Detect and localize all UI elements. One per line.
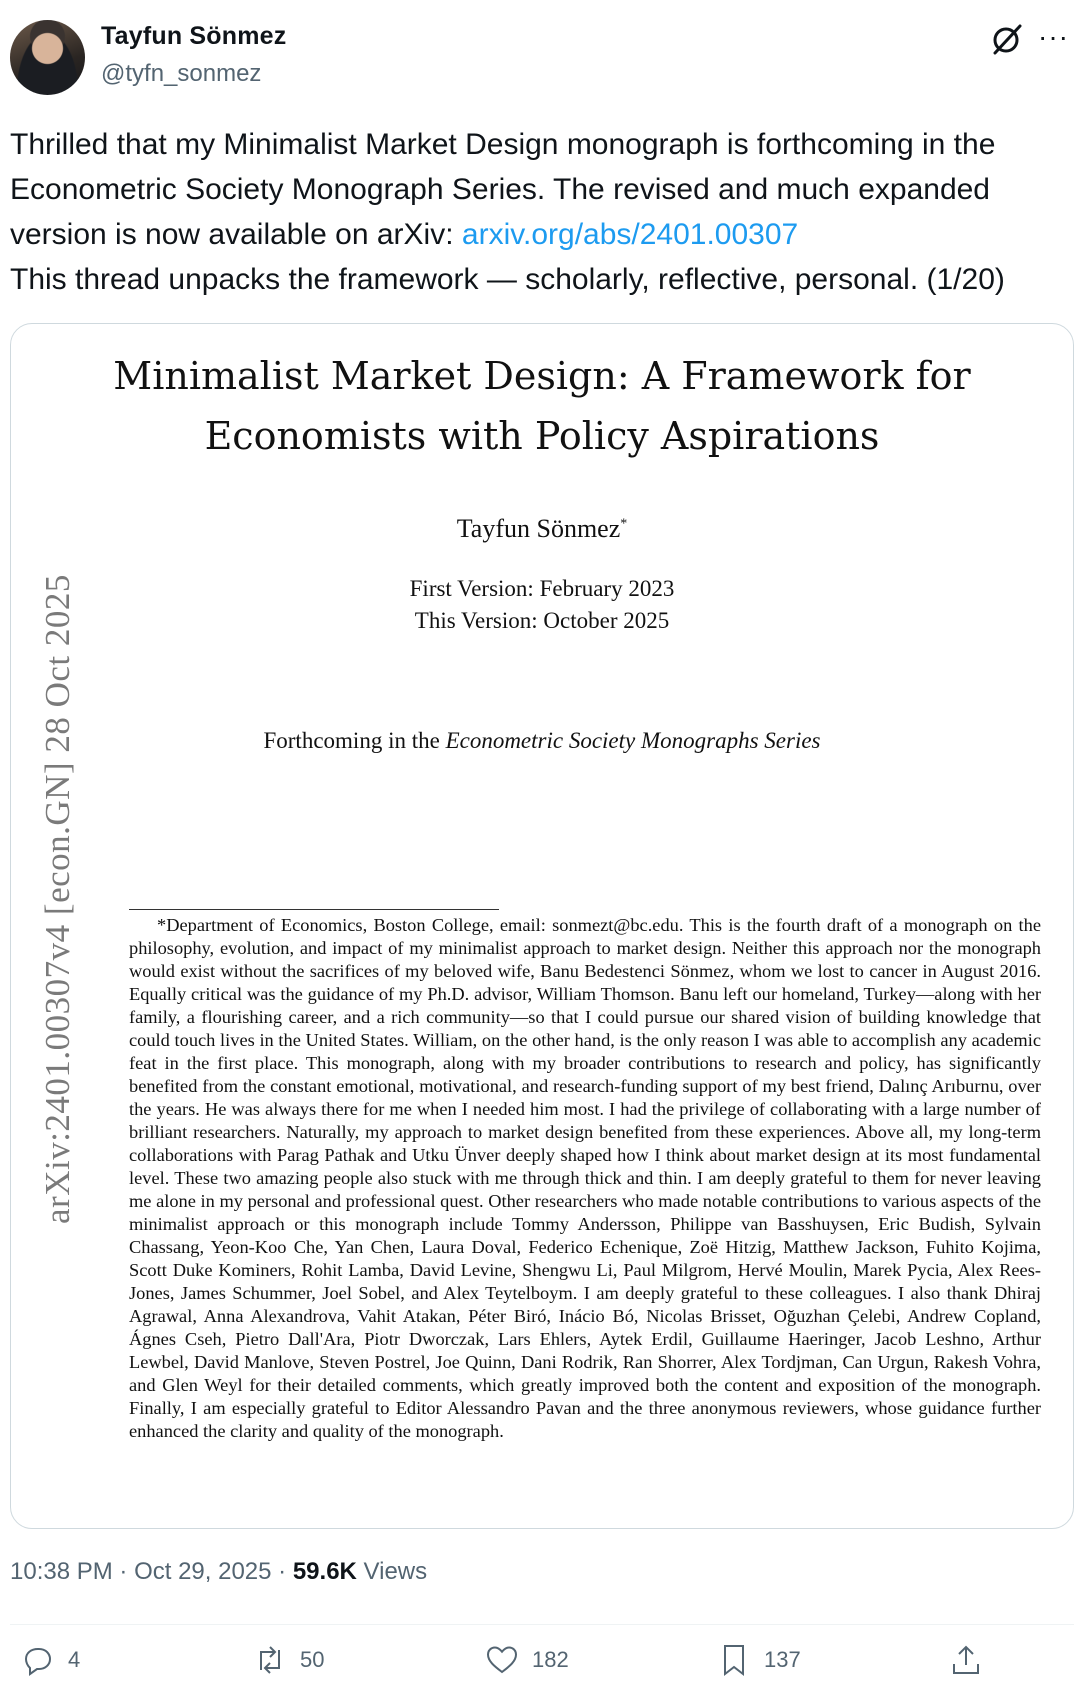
bookmark-button[interactable]	[716, 1638, 801, 1682]
action-bar	[0, 1638, 1084, 1698]
more-icon[interactable]: ···	[1038, 21, 1069, 52]
share-icon	[948, 1642, 984, 1678]
paper-title-line1: Minimalist Market Design: A Framework for	[113, 354, 971, 398]
footnote-rule	[129, 909, 499, 910]
repost-count: 50	[300, 1647, 325, 1672]
timestamp-separator: ·	[112, 1558, 135, 1585]
tweet-date[interactable]: Oct 29, 2025	[134, 1558, 272, 1585]
tweet-text	[10, 122, 1074, 302]
heart-icon	[484, 1642, 520, 1678]
paper-author-mark: *	[620, 516, 628, 532]
divider	[10, 1624, 1074, 1625]
share-button[interactable]	[948, 1638, 984, 1682]
forthcoming-series: Econometric Society Monographs Series	[445, 728, 821, 753]
like-count: 182	[532, 1647, 569, 1672]
forthcoming-prefix: Forthcoming in the	[263, 728, 446, 753]
repost-button[interactable]	[252, 1638, 324, 1682]
tweet-media-image[interactable]	[10, 323, 1074, 1529]
paper-footnote	[129, 914, 1041, 1443]
bookmark-count: 137	[764, 1647, 801, 1672]
first-version: First Version: February 2023	[409, 576, 675, 601]
repost-icon	[252, 1642, 288, 1678]
arxiv-side-id: arXiv:2401.00307v4 [econ.GN] 28 Oct 2025	[38, 574, 77, 1224]
grok-icon[interactable]	[990, 22, 1024, 56]
author-name[interactable]: Tayfun Sönmez	[101, 22, 287, 50]
tweet-text-part2: This thread unpacks the framework — scholarly, reflective, personal. (1/20)	[10, 263, 1005, 296]
reply-button[interactable]	[20, 1638, 80, 1682]
tweet-timestamp	[10, 1558, 427, 1586]
this-version: This Version: October 2025	[414, 608, 670, 633]
forthcoming-line	[11, 728, 1073, 754]
paper-title	[11, 346, 1073, 466]
arxiv-link[interactable]: arxiv.org/abs/2401.00307	[461, 218, 799, 251]
author-handle[interactable]: @tyfn_sonmez	[101, 60, 262, 87]
paper-page	[11, 324, 1073, 1528]
tweet-time[interactable]: 10:38 PM	[10, 1558, 113, 1585]
avatar[interactable]	[10, 20, 85, 95]
reply-icon	[20, 1642, 56, 1678]
paper-author	[11, 514, 1073, 544]
reply-count: 4	[68, 1647, 81, 1672]
like-button[interactable]	[484, 1638, 569, 1682]
views-label: Views	[356, 1558, 428, 1585]
views-count: 59.6K	[292, 1558, 357, 1585]
paper-title-line2: Economists with Policy Aspirations	[204, 414, 880, 458]
tweet-text-part1: Thrilled that my Minimalist Market Design monograph is forthcoming in the Econometric Society Monograph Series. The revised and much expanded version is now available on arXiv:	[10, 128, 996, 251]
tweet-header	[0, 0, 1084, 110]
paper-author-name: Tayfun Sönmez	[456, 514, 621, 543]
timestamp-separator: ·	[271, 1558, 293, 1585]
bookmark-icon	[716, 1642, 752, 1678]
footnote-text: *Department of Economics, Boston College, email: sonmezt@bc.edu. This is the fourth draft of a monograph on the philosophy, evolution, and impact of my minimalist approach to market design. Neither this approach nor the monograph would exist without the sacrifices of my beloved wife, Banu Bedestenci Sönmez, whom we lost to cancer in August 2016. Equally critical was the guidance of my Ph.D. advisor, William Thomson. Banu left our homeland, Turkey—along with her family, a flourishing career, and a rich community—so that I could pursue our shared vision of building knowledge that could touch lives in the United States. William, on the other hand, is the only reason I was able to accomplish any academic feat in the first place. This monograph, along with my broader contributions to research and policy, has significantly benefited from the constant emotional, motivational, and research-funding support of my best friend, Dalınç Arıburnu, over the years. He was always there for me when I needed him most. I had the privilege of collaborating with a large number of brilliant researchers. Naturally, my approach to market design benefited from these experiences. Above all, my long-term collaborations with Parag Pathak and Utku Ünver deeply shaped how I think about market design at its most fundamental level. These two amazing people also stuck with me through thick and thin. I am deeply grateful to them for never leaving me alone in my personal and professional quest. Other researchers who made notable contributions to various aspects of the minimalist approach or this monograph include Tommy Andersson, Philippe van Basshuysen, Eric Budish, Sylvain Chassang, Yeon-Koo Che, Yan Chen, Laura Doval, Federico Echenique, Zoë Hitzig, Matthew Jackson, Fuhito Kojima, Scott Duke Kominers, Rohit Lamba, David Levine, Shengwu Li, Paul Milgrom, Hervé Moulin, Marek Pycia, Alex Rees-Jones, James Schummer, Joel Sobel, and Alex Teytelboym. I am deeply grateful to these colleagues. I also thank Dhiraj Agrawal, Anna Alexandrova, Vahit Atakan, Péter Biró, Inácio Bó, Nicolas Brisset, Oğuzhan Çelebi, Andrew Copland, Ágnes Cseh, Pietro Dall'Ara, Piotr Dworczak, Lars Ehlers, Aytek Erdil, Guillaume Haeringer, Jacob Leshno, Arthur Lewbel, David Manlove, Steven Postrel, Joe Quinn, Dani Rodrik, Ran Shorrer, Alex Tordjman, Can Urgun, Rakesh Vohra, and Glen Weyl for their detailed comments, which greatly improved both the content and exposition of the monograph. Finally, I am especially grateful to Editor Alessandro Pavan and the three anonymous reviewers, whose guidance further enhanced the clarity and quality of the monograph.	[129, 915, 1041, 1441]
